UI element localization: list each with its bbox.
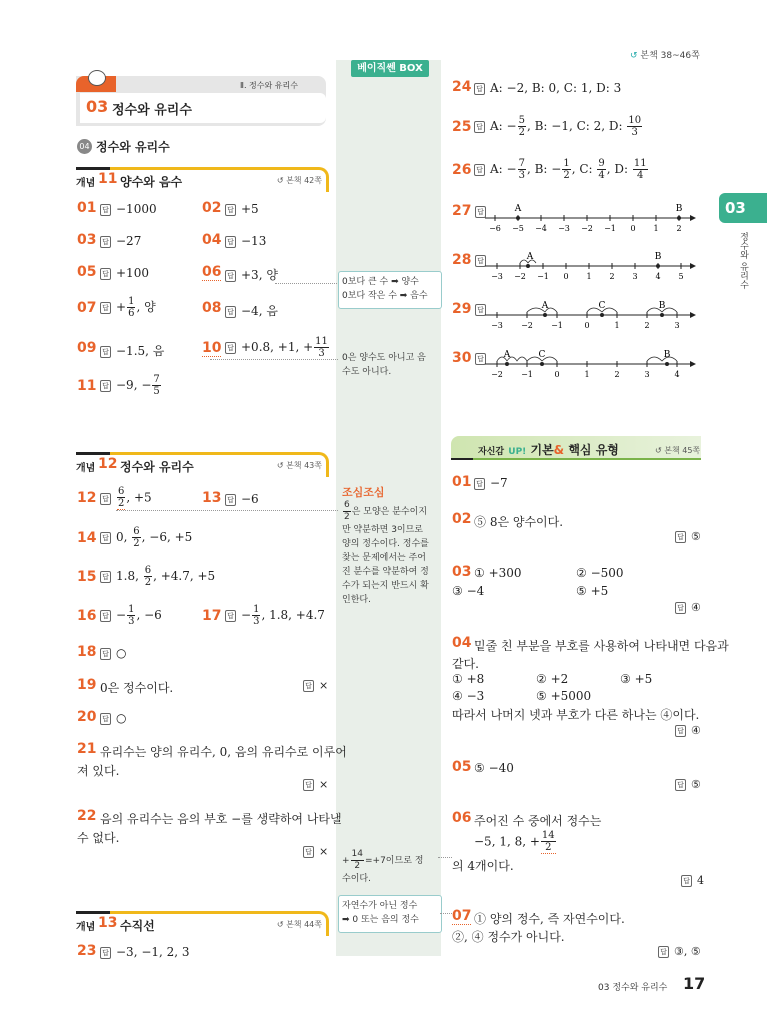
section-header-rule: [451, 458, 701, 460]
chapter-title: 정수와 유리수: [112, 103, 192, 118]
tick-label: 0: [630, 224, 636, 233]
answer-number: 07: [452, 908, 472, 924]
answer-number: 14: [77, 530, 97, 546]
tick-label: −3: [491, 321, 503, 330]
answer-number: 07: [77, 300, 97, 316]
refresh-icon: ↺: [630, 51, 638, 61]
answer-mark: 답 ④: [675, 724, 701, 737]
answer-number: 04: [452, 635, 472, 651]
answer-mark: 답 ⑤: [675, 530, 701, 543]
answer-icon: 답: [658, 946, 669, 958]
answer-text: 답 +100: [100, 266, 149, 280]
refresh-icon: ↺: [276, 176, 284, 185]
answer-text: 주어진 수 중에서 정수는: [474, 814, 602, 828]
answer-text: 답 + $\frac{1}{6}$ , 양: [100, 296, 156, 319]
answer-icon: 답: [100, 493, 111, 505]
answer-icon: 답: [225, 270, 236, 282]
answer-icon: 답: [100, 648, 111, 660]
concept-header-12: 개념 12 정수와 유리수 ↺ 본책 43쪽: [76, 452, 329, 477]
answer-number: 21: [77, 741, 97, 757]
answer-text: ②, ④ 정수가 아니다.: [452, 930, 565, 944]
label-b: B: [654, 252, 662, 262]
answer-mark: 답 4: [681, 874, 704, 887]
label-a: A: [526, 252, 534, 262]
answer-number: 18: [77, 644, 97, 660]
answer-number: 25: [452, 119, 472, 135]
answer-text: ⑤ 8은 양수이다.: [474, 515, 564, 529]
answer-text: 답 −3, −1, 2, 3: [100, 945, 190, 959]
answer-text: 답 − $\frac{1}{3}$ , 1.8, +4.7: [225, 604, 325, 627]
answer-text: 답 −7: [474, 476, 508, 490]
answer-icon: 답: [303, 680, 314, 692]
answer-icon: 답: [100, 268, 111, 280]
label-a: A: [503, 350, 511, 360]
refresh-icon: ↺: [276, 920, 284, 929]
answer-icon: 답: [100, 236, 111, 248]
answer-text: 답 A: − $\frac{5}{2}$ , B: −1, C: 2, D: $\frac{10}{3}$: [474, 115, 643, 138]
leader-line: [116, 510, 338, 511]
answer-text: 따라서 나머지 넷과 부호가 다른 하나는 ④이다.: [452, 708, 700, 722]
answer-number: 23: [77, 943, 97, 959]
tick-label: −1: [604, 224, 616, 233]
answer-icon: 답: [675, 531, 686, 543]
answer-number: 15: [77, 569, 97, 585]
number-line-29: [480, 297, 700, 337]
answer-text: −5, 1, 8, + $\frac{14}{2}$: [474, 830, 555, 853]
number-line-27: [480, 200, 700, 240]
answer-text: 답 +0.8, +1, + $\frac{11}{3}$: [225, 336, 330, 359]
point-a: [516, 216, 520, 220]
answer-text: 의 4개이다.: [452, 859, 514, 873]
choice: ③ +5: [620, 672, 653, 686]
answer-text: 답 A: − $\frac{7}{3}$ , B: − $\frac{1}{2}$ , C: $\frac{9}{4}$ , D: $\frac{11}{4}$: [474, 158, 649, 181]
point-b: [677, 216, 681, 220]
note-text: + $\frac{14}{2}$ =+7이므로 정 수이다.: [342, 849, 424, 884]
tick-label: 0: [563, 272, 569, 281]
answer-icon: 답: [474, 121, 485, 133]
answer-text: 답 −4, 음: [225, 302, 278, 319]
label-a: A: [514, 204, 522, 214]
tick-label: −6: [489, 224, 501, 233]
answer-icon: 답: [475, 353, 486, 365]
answer-icon: 답: [100, 571, 111, 583]
label-c: C: [598, 301, 606, 311]
tick-label: 4: [674, 370, 680, 379]
answer-icon: 답: [475, 206, 486, 218]
answer-icon: 답: [100, 610, 111, 622]
answer-number: 02: [452, 511, 472, 527]
side-tab-label: 정수와 유리수: [738, 232, 748, 289]
answer-text: 답 −27: [100, 234, 141, 248]
answer-number: 22: [77, 808, 97, 824]
answer-number: 28: [452, 252, 472, 268]
answer-icon: 답: [225, 306, 236, 318]
section-title: 자신감 UP! 기본& 핵심 유형: [478, 443, 619, 457]
tick-label: 3: [632, 272, 638, 281]
answer-text: 같다.: [452, 657, 479, 671]
label-b: B: [663, 350, 671, 360]
answer-number: 24: [452, 79, 472, 95]
tick-label: −2: [581, 224, 593, 233]
choice: ③ −4: [452, 584, 485, 598]
answer-text: 답 $\frac{6}{2}$ , +5: [100, 486, 152, 510]
choice: ① +8: [452, 672, 485, 686]
answer-text: 음의 유리수는 음의 부호 −를 생략하여 나타낼: [100, 812, 342, 826]
answer-icon: 답: [225, 236, 236, 248]
answer-mark: 답 ×: [303, 845, 328, 858]
caution-note: $\frac{6}{2}$ 은 모양은 분수이지 만 약분하면 3이므로 양의 정수이다. 정수를 찾는 문제에서는 주어 진 분수를 약분하여 정 수가 되는지 반드시 확 인한다.: [342, 500, 429, 605]
answer-number: 27: [452, 203, 472, 219]
tick-label: 0: [584, 321, 590, 330]
answer-number: 11: [77, 378, 97, 394]
note-text: 0보다 큰 수 ➡ 양수 0보다 작은 수 ➡ 음수: [342, 277, 428, 301]
answer-text: 져 있다.: [77, 764, 120, 778]
tick-label: −2: [521, 321, 533, 330]
answer-number: 04: [202, 232, 222, 248]
answer-text: 답 −1000: [100, 202, 157, 216]
label-b: B: [675, 204, 683, 214]
answer-icon: 답: [675, 725, 686, 737]
answer-mark: 답 ×: [303, 778, 328, 791]
answer-icon: 답: [100, 380, 111, 392]
answer-number: 03: [452, 564, 472, 580]
answer-mark: 답 ③, ⑤: [658, 945, 701, 958]
answer-number: 01: [452, 474, 472, 490]
answer-icon: 답: [225, 494, 236, 506]
answer-text: ① 양의 정수, 즉 자연수이다.: [474, 912, 625, 926]
answer-text: 답 0, $\frac{6}{2}$ , −6, +5: [100, 526, 192, 549]
answer-text: 0은 정수이다.: [100, 681, 174, 695]
answer-number: 13: [202, 490, 222, 506]
choice: ② +2: [536, 672, 569, 686]
answer-number: 26: [452, 162, 472, 178]
choice: ⑤ +5000: [536, 689, 592, 703]
answer-icon: 답: [675, 779, 686, 791]
leader-line: [438, 857, 452, 858]
answer-icon: 답: [474, 83, 485, 95]
tick-label: 5: [678, 272, 684, 281]
tick-label: 0: [554, 370, 560, 379]
book-reference: ↺ 본책 38~46쪽: [630, 51, 700, 61]
leader-line: [210, 359, 338, 360]
label-b: B: [658, 301, 666, 311]
answer-mark: 답 ④: [675, 601, 701, 614]
answer-text: 답 −6: [225, 492, 259, 506]
tick-label: −1: [521, 370, 533, 379]
number-line-28: [480, 248, 700, 288]
answer-icon: 답: [225, 204, 236, 216]
answer-text: 답 ○: [100, 711, 126, 725]
label-c: C: [538, 350, 546, 360]
answer-mark: 답 ⑤: [675, 778, 701, 791]
section-ref: ↺ 본책 45쪽: [655, 446, 701, 455]
answer-number: 16: [77, 608, 97, 624]
subsection-title: 정수와 유리수: [96, 140, 170, 154]
tick-label: 1: [584, 370, 590, 379]
page-number: 17: [683, 974, 706, 993]
answer-number: 29: [452, 301, 472, 317]
tick-label: 3: [644, 370, 650, 379]
answer-text: 답 A: −2, B: 0, C: 1, D: 3: [474, 81, 621, 95]
tick-label: −2: [514, 272, 526, 281]
tick-label: 1: [653, 224, 659, 233]
answer-text: 답 +5: [225, 202, 259, 216]
chapter-crumb: Ⅱ. 정수와 유리수: [240, 81, 298, 90]
tick-label: −4: [535, 224, 547, 233]
basic-box-title: 베이직쎈 BOX: [351, 60, 429, 77]
refresh-icon: ↺: [655, 446, 662, 455]
choice: ⑤ +5: [576, 584, 609, 598]
answer-icon: 답: [474, 164, 485, 176]
answer-icon: 답: [100, 302, 111, 314]
choice: ② −500: [576, 566, 624, 580]
tick-label: −5: [512, 224, 524, 233]
answer-number: 06: [452, 810, 472, 826]
concept-header-11: 개념 11 양수와 음수 ↺ 본책 42쪽: [76, 167, 329, 192]
answer-number: 10: [202, 340, 222, 356]
number-line-30: [480, 346, 700, 386]
answer-text: 답 1.8, $\frac{6}{2}$ , +4.7, +5: [100, 565, 215, 588]
chapter-number: 03: [86, 97, 109, 116]
answer-number: 05: [452, 759, 472, 775]
answer-text: 밑줄 친 부분을 부호를 사용하여 나타내면 다음과: [474, 639, 729, 653]
tick-label: −3: [558, 224, 570, 233]
answer-number: 12: [77, 490, 97, 506]
answer-number: 01: [77, 200, 97, 216]
subsection-number: 04: [77, 139, 92, 154]
side-tab-number: 03: [719, 193, 767, 223]
mascot-icon: [88, 70, 106, 86]
leader-line: [275, 283, 337, 284]
answer-text: 답 −13: [225, 234, 266, 248]
answer-icon: 답: [474, 478, 485, 490]
answer-text: 답 ○: [100, 646, 126, 660]
concept-header-13: 개념 13 수직선 ↺ 본책 44쪽: [76, 911, 329, 936]
answer-number: 05: [77, 264, 97, 280]
footer-label: 03 정수와 유리수: [598, 983, 668, 993]
choice: ① +300: [474, 566, 522, 580]
tick-label: −2: [491, 370, 503, 379]
answer-icon: 답: [225, 610, 236, 622]
caution-title: 조심조심: [342, 486, 385, 499]
answer-icon: 답: [225, 342, 236, 354]
answer-text: 답 +3, 양: [225, 266, 278, 283]
answer-icon: 답: [100, 947, 111, 959]
label-a: A: [541, 301, 549, 311]
section-header-block: [451, 458, 473, 460]
answer-number: 19: [77, 677, 97, 693]
answer-mark: 답 ×: [303, 679, 328, 692]
tick-label: 2: [609, 272, 615, 281]
tick-label: 3: [674, 321, 680, 330]
tick-label: 1: [614, 321, 620, 330]
tick-label: 2: [614, 370, 620, 379]
answer-text: 답 −9, − $\frac{7}{5}$: [100, 374, 162, 397]
choice: ④ −3: [452, 689, 485, 703]
answer-number: 02: [202, 200, 222, 216]
answer-icon: 답: [303, 846, 314, 858]
answer-number: 30: [452, 350, 472, 366]
answer-number: 08: [202, 300, 222, 316]
answer-text: 수 없다.: [77, 831, 120, 845]
answer-icon: 답: [100, 204, 111, 216]
answer-icon: 답: [100, 713, 111, 725]
tick-label: −1: [537, 272, 549, 281]
answer-icon: 답: [100, 532, 111, 544]
answer-number: 03: [77, 232, 97, 248]
refresh-icon: ↺: [276, 461, 284, 470]
answer-icon: 답: [475, 255, 486, 267]
answer-icon: 답: [100, 346, 111, 358]
answer-text: 답 −1.5, 음: [100, 342, 164, 359]
note-text: 자연수가 아닌 정수 ➡ 0 또는 음의 정수: [342, 901, 419, 925]
tick-label: −1: [551, 321, 563, 330]
tick-label: −3: [491, 272, 503, 281]
answer-number: 09: [77, 340, 97, 356]
tick-label: 2: [676, 224, 682, 233]
answer-icon: 답: [681, 875, 692, 887]
note-text: 0은 양수도 아니고 음 수도 아니다.: [342, 353, 426, 377]
answer-text: 유리수는 양의 유리수, 0, 음의 유리수로 이루어: [100, 745, 347, 759]
tick-label: 4: [655, 272, 661, 281]
answer-icon: 답: [475, 304, 486, 316]
answer-number: 20: [77, 709, 97, 725]
answer-icon: 답: [675, 602, 686, 614]
answer-number: 06: [202, 264, 222, 280]
tick-label: 2: [644, 321, 650, 330]
answer-text: 답 − $\frac{1}{3}$ , −6: [100, 604, 162, 627]
answer-icon: 답: [303, 779, 314, 791]
tick-label: 1: [586, 272, 592, 281]
answer-number: 17: [202, 608, 222, 624]
answer-text: ⑤ −40: [474, 761, 514, 775]
